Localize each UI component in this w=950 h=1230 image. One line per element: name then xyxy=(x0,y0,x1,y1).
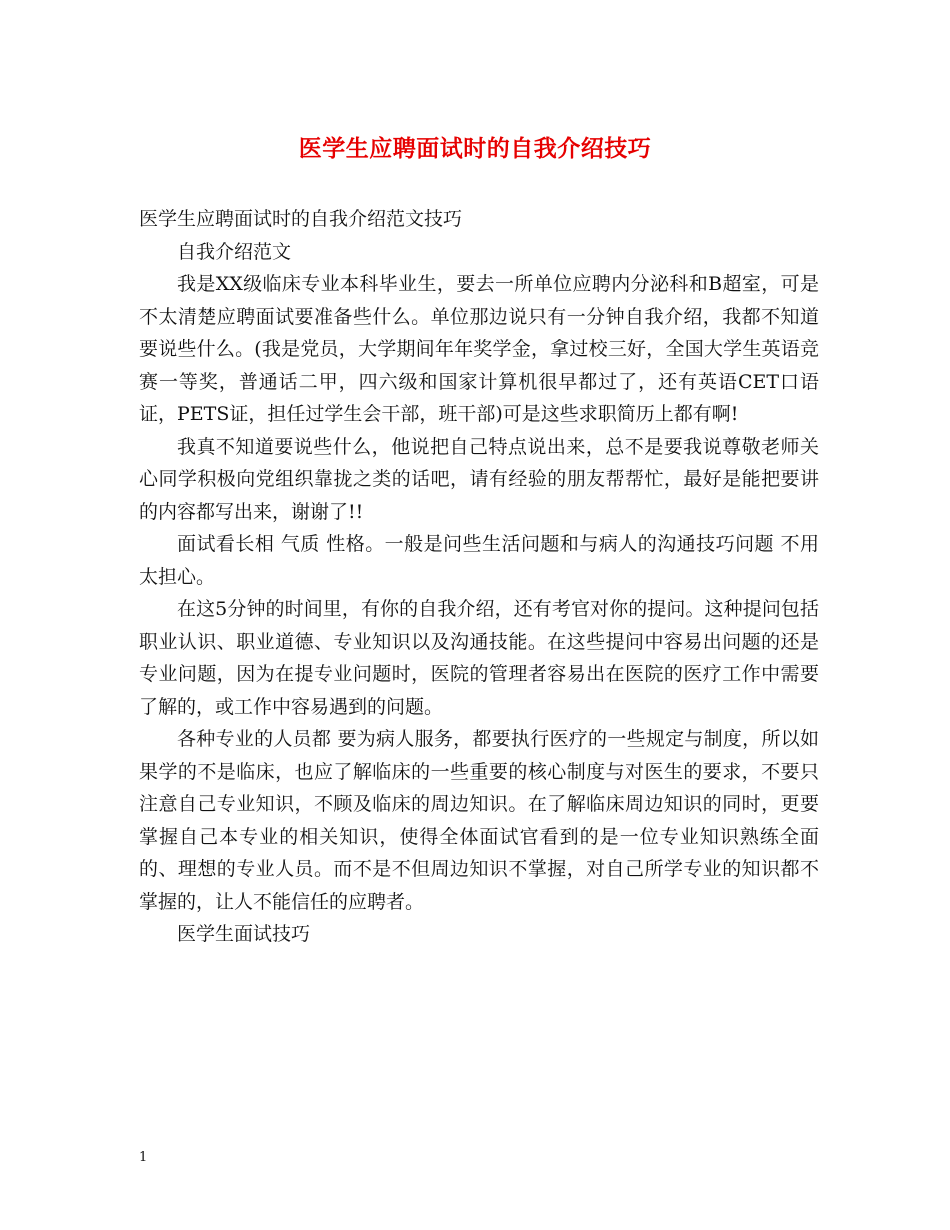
paragraph-subtitle: 医学生应聘面试时的自我介绍范文技巧 xyxy=(139,208,463,230)
document-title: 医学生应聘面试时的自我介绍技巧 xyxy=(298,135,652,162)
paragraph: 我真不知道要说些什么，他说把自己特点说出来，总不是要我说尊敬老师关心同学积极向党组织靠拢之类的话吧，请有经验的朋友帮帮忙，最好是能把要讲的内容都写出来，谢谢了!! xyxy=(139,435,819,523)
paragraph: 面试看长相 气质 性格。一般是问些生活问题和与病人的沟通技巧问题 不用太担心。 xyxy=(139,533,819,588)
document-body xyxy=(139,203,819,951)
paragraph-heading-tips: 医学生面试技巧 xyxy=(177,923,311,945)
paragraph-heading-sample: 自我介绍范文 xyxy=(177,240,292,263)
paragraph: 我是XX级临床专业本科毕业生，要去一所单位应聘内分泌科和B超室，可是不太清楚应聘面试要准备些什么。单位那边说只有一分钟自我介绍，我都不知道要说些什么。(我是党员，大学期间年年奖学金，拿过校三好，全国大学生英语竞赛一等奖，普通话二甲，四六级和国家计算机很早都过了，还有英语CET口语证，PETS证，担任过学生会干部，班干部)可是这些求职简历上都有啊! xyxy=(139,273,819,425)
paragraph: 各种专业的人员都 要为病人服务，都要执行医疗的一些规定与制度，所以如果学的不是临床，也应了解临床的一些重要的核心制度与对医生的要求，不要只注意自己专业知识，不顾及临床的周边知识。在了解临床周边知识的同时，更要掌握自己本专业的相关知识，使得全体面试官看到的是一位专业知识熟练全面的、理想的专业人员。而不是不但周边知识不掌握，对自己所学专业的知识都不掌握的，让人不能信任的应聘者。 xyxy=(139,728,819,913)
paragraph: 在这5分钟的时间里，有你的自我介绍，还有考官对你的提问。这种提问包括职业认识、职业道德、专业知识以及沟通技能。在这些提问中容易出问题的还是专业问题，因为在提专业问题时，医院的管理者容易出在医院的医疗工作中需要了解的，或工作中容易遇到的问题。 xyxy=(139,598,819,718)
page-number: 1 xyxy=(139,1150,148,1165)
